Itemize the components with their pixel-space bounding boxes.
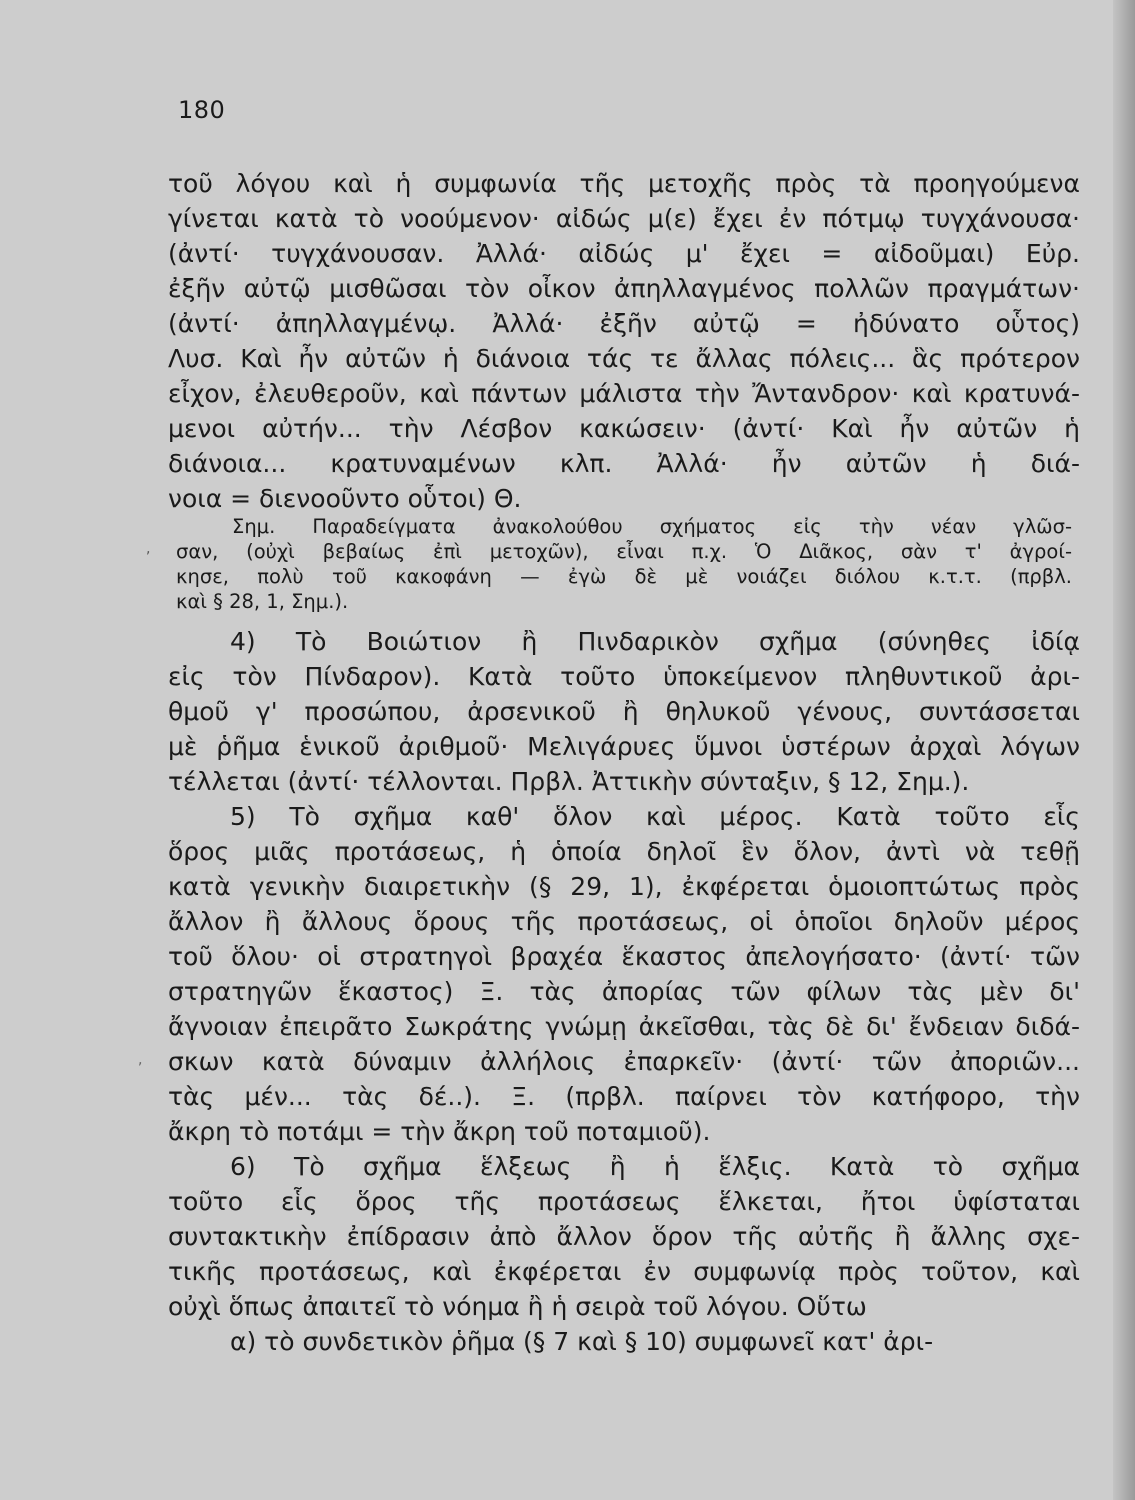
text-line: τοῦ λόγου καὶ ἡ συμφωνία τῆς μετοχῆς πρὸς τὰ προηγούμενα [168, 169, 1080, 198]
text-line: 5) Τὸ σχῆμα καθ' ὅλον καὶ μέρος. Κατὰ τοῦτο εἷς [230, 802, 1080, 831]
page-edge [1113, 0, 1135, 1500]
text-line: θμοῦ γ' προσώπου, ἀρσενικοῦ ἢ θηλυκοῦ γένους, συντάσσεται [168, 697, 1080, 726]
paragraph-6 [168, 1149, 1080, 1359]
text-line: γίνεται κατὰ τὸ νοούμενον· αἰδώς μ(ε) ἔχει ἐν πότμῳ τυγχάνουσα· [168, 204, 1080, 233]
text-line: σκων κατὰ δύναμιν ἀλλήλοις ἐπαρκεῖν· (ἀντί· τῶν ἀποριῶν... [168, 1047, 1080, 1076]
text-line: μενοι αὐτήν... τὴν Λέσβον κακώσειν· (ἀντί· Καὶ ἦν αὐτῶν ἡ [168, 414, 1080, 443]
text-line: τοῦτο εἷς ὅρος τῆς προτάσεως ἕλκεται, ἤτοι ὑφίσταται [168, 1187, 1080, 1216]
text-line: τέλλεται (ἀντί· τέλλονται. Πρβλ. Ἀττικὴν σύνταξιν, § 12, Σημ.). [168, 767, 970, 796]
text-line: μὲ ῥῆμα ἑνικοῦ ἀριθμοῦ· Μελιγάρυες ὕμνοι ὑστέρων ἀρχαὶ λόγων [168, 732, 1080, 761]
text-line: οὐχὶ ὅπως ἀπαιτεῖ τὸ νόημα ἢ ἡ σειρὰ τοῦ λόγου. Οὕτω [168, 1292, 867, 1321]
text-line: ὅρος μιᾶς προτάσεως, ἡ ὁποία δηλοῖ ἓν ὅλον, ἀντὶ νὰ τεθῇ [168, 837, 1080, 866]
text-line: ἐξῆν αὐτῷ μισθῶσαι τὸν οἶκον ἀπηλλαγμένος πολλῶν πραγμάτων· [168, 274, 1080, 303]
text-line: τικῆς προτάσεως, καὶ ἐκφέρεται ἐν συμφωνίᾳ πρὸς τοῦτον, καὶ [168, 1257, 1080, 1286]
text-line: συντακτικὴν ἐπίδρασιν ἀπὸ ἄλλον ὅρον τῆς αὐτῆς ἢ ἄλλης σχε- [168, 1222, 1080, 1251]
note-line: σαν, (οὐχὶ βεβαίως ἐπὶ μετοχῶν), εἶναι π.χ. Ὁ Διᾶκος, σὰν τ' ἀγροί- [176, 540, 1072, 563]
text-line: ἄλλον ἢ ἄλλους ὅρους τῆς προτάσεως, οἱ ὁποῖοι δηλοῦν μέρος [168, 907, 1080, 936]
text-line: εἶχον, ἐλευθεροῦν, καὶ πάντων μάλιστα τὴν Ἄντανδρον· καὶ κρατυνά- [168, 379, 1080, 408]
text-line: νοια = διενοοῦντο οὗτοι) Θ. [168, 484, 522, 513]
text-line: Λυσ. Καὶ ἦν αὐτῶν ἡ διάνοια τάς τε ἄλλας πόλεις... ἃς πρότερον [168, 344, 1080, 373]
margin-mark: , [138, 1052, 143, 1068]
paragraph-continuation [168, 166, 1080, 516]
text-line: στρατηγῶν ἕκαστος) Ξ. τὰς ἀπορίας τῶν φίλων τὰς μὲν δι' [168, 977, 1080, 1006]
note-line: κησε, πολὺ τοῦ κακοφάνη — ἐγὼ δὲ μὲ νοιάζει διόλου κ.τ.τ. (πρβλ. [176, 565, 1072, 588]
text-line: τοῦ ὅλου· οἱ στρατηγοὶ βραχέα ἕκαστος ἀπελογήσατο· (ἀντί· τῶν [168, 942, 1080, 971]
text-line: (ἀντί· ἀπηλλαγμένῳ. Ἀλλά· ἐξῆν αὐτῷ = ἠδύνατο οὗτος) [168, 309, 1080, 338]
text-line: κατὰ γενικὴν διαιρετικὴν (§ 29, 1), ἐκφέρεται ὁμοιοπτώτως πρὸς [168, 872, 1080, 901]
text-line: (ἀντί· τυγχάνουσαν. Ἀλλά· αἰδώς μ' ἔχει = αἰδοῦμαι) Εὐρ. [168, 239, 1080, 268]
margin-mark: , [146, 541, 151, 557]
text-line: τὰς μέν... τὰς δέ..). Ξ. (πρβλ. παίρνει τὸν κατήφορο, τὴν [168, 1082, 1080, 1111]
text-line: εἰς τὸν Πίνδαρον). Κατὰ τοῦτο ὑποκείμενον πληθυντικοῦ ἀρι- [168, 662, 1080, 691]
paragraph-5 [168, 799, 1080, 1149]
text-line: α) τὸ συνδετικὸν ῥῆμα (§ 7 καὶ § 10) συμφωνεῖ κατ' ἀρι- [230, 1327, 934, 1356]
text-line: 6) Τὸ σχῆμα ἕλξεως ἢ ἡ ἕλξις. Κατὰ τὸ σχῆμα [230, 1152, 1080, 1181]
text-line: ἄγνοιαν ἐπειρᾶτο Σωκράτης γνώμῃ ἀκεῖσθαι, τὰς δὲ δι' ἔνδειαν διδά- [168, 1012, 1080, 1041]
text-line: 4) Τὸ Βοιώτιον ἢ Πινδαρικὸν σχῆμα (σύνηθες ἰδίᾳ [230, 627, 1080, 656]
text-line: διάνοια... κρατυναμένων κλπ. Ἀλλά· ἦν αὐτῶν ἡ διά- [168, 449, 1080, 478]
text-line: ἄκρη τὸ ποτάμι = τὴν ἄκρη τοῦ ποταμιοῦ). [168, 1117, 711, 1146]
note-line: καὶ § 28, 1, Σημ.). [176, 590, 349, 613]
paragraph-4 [168, 624, 1080, 799]
note-line: Σημ. Παραδείγματα ἀνακολούθου σχήματος εἰς τὴν νέαν γλῶσ- [232, 515, 1072, 538]
note-block [176, 514, 1072, 614]
page-number: 180 [178, 96, 226, 124]
